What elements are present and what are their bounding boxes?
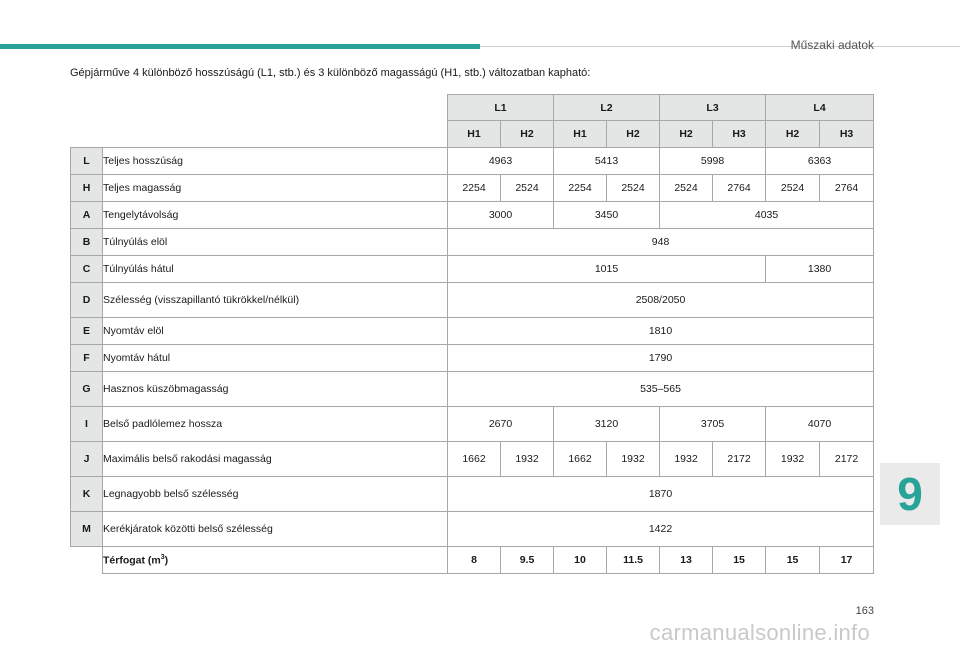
height-header: H1 xyxy=(554,121,607,148)
row-key: H xyxy=(71,175,103,202)
row-key: M xyxy=(71,512,103,547)
row-key: C xyxy=(71,256,103,283)
height-header: H3 xyxy=(713,121,766,148)
intro-text: Gépjárműve 4 különböző hosszúságú (L1, stb.) és 3 különböző magasságú (H1, stb.) változatban kapható: xyxy=(70,67,591,79)
value-cell: 1015 xyxy=(448,256,766,283)
row-key: B xyxy=(71,229,103,256)
table-row xyxy=(71,477,874,512)
volume-label xyxy=(103,547,448,574)
row-key: L xyxy=(71,148,103,175)
value-cell: 1380 xyxy=(766,256,874,283)
volume-value: 9.5 xyxy=(501,547,554,574)
table-row xyxy=(71,229,874,256)
chapter-tab xyxy=(880,463,940,525)
page-number: 163 xyxy=(855,605,874,617)
value-cell: 4963 xyxy=(448,148,554,175)
value-cell: 1422 xyxy=(448,512,874,547)
row-key: K xyxy=(71,477,103,512)
value-cell: 6363 xyxy=(766,148,874,175)
value-cell: 2670 xyxy=(448,407,554,442)
row-label: Tengelytávolság xyxy=(103,202,448,229)
blank-cell xyxy=(71,547,103,574)
header-rule xyxy=(480,46,960,47)
table-row xyxy=(71,407,874,442)
value-cell: 3120 xyxy=(554,407,660,442)
table-row xyxy=(71,202,874,229)
row-label: Legnagyobb belső szélesség xyxy=(103,477,448,512)
header-row-lengths xyxy=(71,95,874,121)
row-label: Túlnyúlás hátul xyxy=(103,256,448,283)
volume-value: 10 xyxy=(554,547,607,574)
height-header: H2 xyxy=(607,121,660,148)
row-label: Nyomtáv hátul xyxy=(103,345,448,372)
table-row xyxy=(71,318,874,345)
volume-value: 11.5 xyxy=(607,547,660,574)
height-header: H2 xyxy=(660,121,713,148)
value-cell: 1932 xyxy=(660,442,713,477)
row-label: Teljes hosszúság xyxy=(103,148,448,175)
value-cell: 5998 xyxy=(660,148,766,175)
accent-bar xyxy=(0,44,480,49)
row-key: D xyxy=(71,283,103,318)
row-key: F xyxy=(71,345,103,372)
value-cell: 3000 xyxy=(448,202,554,229)
table-row xyxy=(71,372,874,407)
length-header: L2 xyxy=(554,95,660,121)
volume-label-end: ) xyxy=(164,554,169,567)
height-header: H3 xyxy=(820,121,874,148)
height-header: H2 xyxy=(501,121,554,148)
length-header: L3 xyxy=(660,95,766,121)
row-key: A xyxy=(71,202,103,229)
table-body xyxy=(71,95,874,574)
volume-row xyxy=(71,547,874,574)
blank-cell xyxy=(71,95,448,121)
row-label: Teljes magasság xyxy=(103,175,448,202)
value-cell: 2524 xyxy=(766,175,820,202)
table-row xyxy=(71,148,874,175)
watermark: carmanualsonline.info xyxy=(649,620,870,645)
value-cell: 4035 xyxy=(660,202,874,229)
dimensions-table xyxy=(70,94,874,574)
row-label: Túlnyúlás elöl xyxy=(103,229,448,256)
row-label: Hasznos küszöbmagasság xyxy=(103,372,448,407)
table-row xyxy=(71,512,874,547)
table-row xyxy=(71,283,874,318)
value-cell: 1810 xyxy=(448,318,874,345)
value-cell: 2524 xyxy=(607,175,660,202)
chapter-number: 9 xyxy=(897,468,923,520)
value-cell: 948 xyxy=(448,229,874,256)
value-cell: 1790 xyxy=(448,345,874,372)
row-key: J xyxy=(71,442,103,477)
value-cell: 2508/2050 xyxy=(448,283,874,318)
value-cell: 1932 xyxy=(607,442,660,477)
table-row xyxy=(71,345,874,372)
volume-value: 13 xyxy=(660,547,713,574)
row-label: Belső padlólemez hossza xyxy=(103,407,448,442)
value-cell: 2764 xyxy=(713,175,766,202)
value-cell: 4070 xyxy=(766,407,874,442)
value-cell: 1662 xyxy=(448,442,501,477)
value-cell: 3705 xyxy=(660,407,766,442)
value-cell: 1662 xyxy=(554,442,607,477)
value-cell: 3450 xyxy=(554,202,660,229)
height-header: H2 xyxy=(766,121,820,148)
header-row-heights xyxy=(71,121,874,148)
value-cell: 2254 xyxy=(554,175,607,202)
value-cell: 5413 xyxy=(554,148,660,175)
volume-value: 17 xyxy=(820,547,874,574)
value-cell: 1870 xyxy=(448,477,874,512)
volume-label-text: Térfogat (m xyxy=(103,554,161,567)
table-row xyxy=(71,175,874,202)
value-cell: 2764 xyxy=(820,175,874,202)
volume-value: 8 xyxy=(448,547,501,574)
row-label: Maximális belső rakodási magasság xyxy=(103,442,448,477)
value-cell: 2172 xyxy=(820,442,874,477)
value-cell: 2524 xyxy=(660,175,713,202)
volume-value: 15 xyxy=(766,547,820,574)
blank-cell xyxy=(71,121,448,148)
table-row xyxy=(71,256,874,283)
value-cell: 2172 xyxy=(713,442,766,477)
row-label: Kerékjáratok közötti belső szélesség xyxy=(103,512,448,547)
value-cell: 535–565 xyxy=(448,372,874,407)
section-title: Műszaki adatok xyxy=(790,38,874,52)
value-cell: 2254 xyxy=(448,175,501,202)
table-row xyxy=(71,442,874,477)
value-cell: 1932 xyxy=(501,442,554,477)
length-header: L4 xyxy=(766,95,874,121)
row-key: I xyxy=(71,407,103,442)
volume-value: 15 xyxy=(713,547,766,574)
volume-unit-exponent: 3 xyxy=(160,553,165,561)
height-header: H1 xyxy=(448,121,501,148)
value-cell: 1932 xyxy=(766,442,820,477)
row-key: G xyxy=(71,372,103,407)
row-label: Nyomtáv elöl xyxy=(103,318,448,345)
length-header: L1 xyxy=(448,95,554,121)
row-key: E xyxy=(71,318,103,345)
value-cell: 2524 xyxy=(501,175,554,202)
row-label: Szélesség (visszapillantó tükrökkel/nélkül) xyxy=(103,283,448,318)
